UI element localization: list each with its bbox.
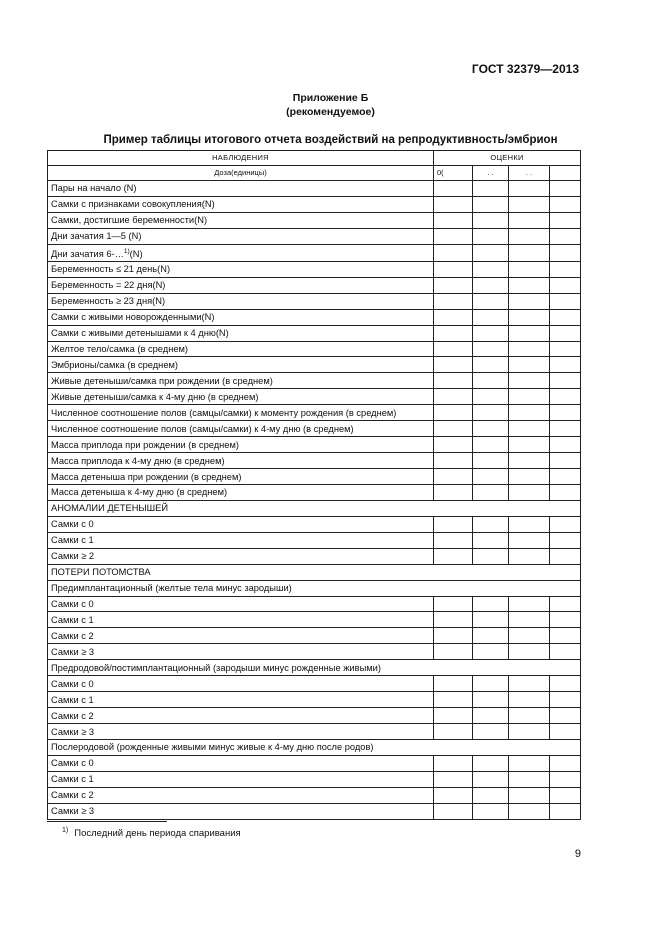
score-cell [509, 244, 550, 261]
score-cell [473, 771, 509, 787]
score-cell [550, 676, 581, 692]
row-label [48, 580, 581, 596]
row-label [48, 803, 434, 819]
row-label [48, 389, 434, 405]
score-cell [509, 516, 550, 532]
score-cell [550, 437, 581, 453]
dose-col-1: 0( [434, 166, 473, 181]
row-label [48, 660, 581, 676]
score-cell [550, 373, 581, 389]
row-label-text: Желтое тело/самка (в среднем) [51, 344, 188, 354]
score-cell [509, 277, 550, 293]
score-cell [434, 244, 473, 261]
score-cell [473, 261, 509, 277]
score-cell [434, 787, 473, 803]
score-cell [434, 405, 473, 421]
score-cell [473, 181, 509, 197]
score-cell [509, 437, 550, 453]
score-cell [473, 516, 509, 532]
row-label-text: Самки с 1 [51, 614, 94, 625]
row-label [48, 771, 434, 787]
score-cell [434, 261, 473, 277]
score-cell [473, 612, 509, 628]
score-cell [509, 181, 550, 197]
score-cell [473, 755, 509, 771]
score-cell [473, 484, 509, 500]
row-label [48, 212, 434, 228]
score-cell [509, 309, 550, 325]
score-cell [473, 548, 509, 564]
row-label [48, 405, 434, 421]
score-cell [434, 644, 473, 660]
score-cell [434, 181, 473, 197]
score-cell [509, 405, 550, 421]
score-cell [509, 692, 550, 708]
score-cell [473, 421, 509, 437]
score-cell [509, 357, 550, 373]
score-cell [550, 244, 581, 261]
table-row [48, 548, 581, 564]
row-label-text: Самки с 2 [51, 790, 94, 801]
score-cell [473, 309, 509, 325]
table-row [48, 357, 581, 373]
table-row [48, 612, 581, 628]
table-row [48, 469, 581, 485]
row-label-text: Предродовой/постимплантационный (зародыши минус рожденные живыми) [51, 662, 381, 673]
score-cell [473, 469, 509, 485]
section-row [48, 660, 581, 676]
score-cell [509, 596, 550, 612]
section-row [48, 500, 581, 516]
row-label-text: Самки, достигшие беременности(N) [51, 215, 208, 226]
score-cell [550, 196, 581, 212]
score-cell [509, 708, 550, 724]
score-cell [434, 389, 473, 405]
score-cell [509, 548, 550, 564]
score-cell [550, 612, 581, 628]
row-label-text: Самки ≥ 3 [51, 806, 95, 817]
row-label-text: Самки с 1 [51, 694, 94, 705]
score-cell [434, 373, 473, 389]
score-cell [434, 612, 473, 628]
section-row [48, 564, 581, 580]
score-cell [473, 708, 509, 724]
score-cell [509, 293, 550, 309]
row-label-text: Предимплантационный (желтые тела минус зародыши) [51, 583, 292, 594]
score-cell [509, 212, 550, 228]
score-cell [550, 755, 581, 771]
row-label-text: Самки с живыми новорожденными(N) [51, 312, 215, 323]
row-label-text: Дни зачатия 6-… [51, 248, 124, 259]
score-cell [473, 228, 509, 244]
section-row [48, 580, 581, 596]
table-row [48, 692, 581, 708]
score-cell [434, 341, 473, 357]
row-label [48, 453, 434, 469]
score-cell [550, 628, 581, 644]
dose-col-2: . . [473, 166, 509, 181]
table-row [48, 421, 581, 437]
table-row [48, 628, 581, 644]
row-label [48, 357, 434, 373]
score-cell [434, 484, 473, 500]
score-cell [509, 644, 550, 660]
score-cell [509, 325, 550, 341]
row-label [48, 708, 434, 724]
row-label [48, 293, 434, 309]
score-cell [434, 803, 473, 819]
row-label [48, 228, 434, 244]
table-row [48, 309, 581, 325]
score-cell [550, 325, 581, 341]
score-cell [473, 532, 509, 548]
score-cell [434, 676, 473, 692]
row-label-text: Самки с 0 [51, 678, 94, 689]
score-cell [509, 755, 550, 771]
score-cell [550, 724, 581, 740]
score-cell [509, 196, 550, 212]
row-label [48, 564, 581, 580]
table-row [48, 389, 581, 405]
table-row [48, 708, 581, 724]
row-label-text: Самки с 1 [51, 535, 94, 546]
row-label [48, 341, 434, 357]
table-row [48, 596, 581, 612]
row-label-text: Самки с 1 [51, 774, 94, 785]
row-label-text: Самки с 0 [51, 599, 94, 609]
score-cell [473, 373, 509, 389]
footnote [62, 827, 241, 839]
score-cell [509, 676, 550, 692]
table-row [48, 181, 581, 197]
table-row [48, 212, 581, 228]
row-label-text: Масса детеныша при рождении (в среднем) [51, 471, 242, 482]
score-cell [434, 325, 473, 341]
score-cell [434, 453, 473, 469]
score-cell [473, 212, 509, 228]
row-label-text: Масса детеныша к 4-му дню (в среднем) [51, 487, 228, 498]
score-cell [473, 644, 509, 660]
score-cell [473, 389, 509, 405]
score-cell [434, 421, 473, 437]
table-row [48, 405, 581, 421]
score-cell [550, 787, 581, 803]
row-label [48, 628, 434, 644]
score-cell [434, 708, 473, 724]
score-cell [509, 532, 550, 548]
score-cell [509, 484, 550, 500]
table-row [48, 261, 581, 277]
row-label [48, 196, 434, 212]
score-cell [509, 787, 550, 803]
table-row [48, 341, 581, 357]
score-cell [509, 724, 550, 740]
score-cell [473, 196, 509, 212]
row-label [48, 596, 434, 612]
appendix-heading [0, 91, 661, 119]
row-label-text: Эмбрионы/самка (в среднем) [51, 359, 178, 370]
row-label-text: Пары на начало (N) [51, 183, 137, 194]
section-row [48, 739, 581, 755]
row-label-text: Беременность ≤ 21 день(N) [51, 264, 171, 275]
row-label [48, 755, 434, 771]
row-label [48, 277, 434, 293]
score-cell [434, 628, 473, 644]
score-cell [550, 771, 581, 787]
row-label [48, 421, 434, 437]
row-label [48, 548, 434, 564]
score-cell [434, 309, 473, 325]
row-label-text: Живые детеныши/самка к 4-му дню (в среднем) [51, 391, 259, 402]
dose-col-4 [550, 166, 581, 181]
score-cell [434, 469, 473, 485]
score-cell [509, 771, 550, 787]
table-title: Пример таблицы итогового отчета воздействий на репродуктивность/эмбрион [103, 134, 558, 146]
score-cell [550, 548, 581, 564]
row-label-text: Самки с 2 [51, 710, 94, 721]
score-cell [473, 277, 509, 293]
report-table [47, 150, 581, 820]
score-cell [550, 644, 581, 660]
row-label-text: Самки с живыми детенышами к 4 дню(N) [51, 328, 229, 339]
row-label-text: Самки ≥ 2 [51, 551, 95, 562]
score-cell [509, 341, 550, 357]
row-label-text: Масса приплода к 4-му дню (в среднем) [51, 455, 225, 466]
score-cell [509, 228, 550, 244]
score-cell [550, 181, 581, 197]
score-cell [473, 357, 509, 373]
score-cell [550, 516, 581, 532]
score-cell [434, 277, 473, 293]
appendix-subtitle: (рекомендуемое) [286, 106, 375, 118]
score-cell [473, 692, 509, 708]
table-row [48, 676, 581, 692]
row-label [48, 261, 434, 277]
score-cell [509, 389, 550, 405]
score-cell [434, 293, 473, 309]
score-cell [434, 771, 473, 787]
table-row [48, 803, 581, 819]
table-header-row [48, 151, 581, 166]
score-cell [550, 596, 581, 612]
score-cell [550, 803, 581, 819]
dose-col-3: . . [509, 166, 550, 181]
score-cell [550, 708, 581, 724]
score-cell [550, 692, 581, 708]
row-label-text: Дни зачатия 1—5 (N) [51, 231, 142, 242]
score-cell [550, 277, 581, 293]
row-label-text: Самки с 2 [51, 630, 94, 641]
score-cell [509, 453, 550, 469]
table-row [48, 325, 581, 341]
row-label [48, 500, 581, 516]
table-row [48, 453, 581, 469]
score-cell [473, 803, 509, 819]
page-number: 9 [574, 848, 581, 860]
row-label [48, 644, 434, 660]
row-label [48, 532, 434, 548]
footnote-marker: 1) [62, 827, 69, 834]
score-cell [434, 724, 473, 740]
score-cell [434, 532, 473, 548]
score-cell [473, 596, 509, 612]
appendix-title: Приложение Б [292, 92, 369, 104]
table-row [48, 484, 581, 500]
row-label [48, 244, 434, 261]
table-row [48, 771, 581, 787]
score-cell [509, 261, 550, 277]
score-cell [473, 293, 509, 309]
row-label-text: Послеродовой (рожденные живыми минус живые к 4-му дню после родов) [51, 742, 374, 753]
table-row [48, 196, 581, 212]
score-cell [473, 676, 509, 692]
score-cell [509, 421, 550, 437]
score-cell [550, 357, 581, 373]
row-label-text: Численное соотношение полов (самцы/самки) к моменту рождения (в среднем) [51, 407, 397, 418]
row-label [48, 309, 434, 325]
row-label [48, 373, 434, 389]
score-cell [473, 453, 509, 469]
row-label-text: Масса приплода при рождении (в среднем) [51, 439, 239, 450]
score-cell [473, 341, 509, 357]
scores-header: ОЦЕНКИ [434, 151, 581, 166]
score-cell [473, 244, 509, 261]
score-cell [434, 357, 473, 373]
score-cell [550, 469, 581, 485]
row-label [48, 739, 581, 755]
score-cell [434, 755, 473, 771]
score-cell [550, 293, 581, 309]
standard-number: ГОСТ 32379—2013 [471, 62, 579, 76]
table-row [48, 437, 581, 453]
observations-header: НАБЛЮДЕНИЯ [48, 151, 434, 166]
row-label-text: АНОМАЛИИ ДЕТЕНЫШЕЙ [51, 503, 169, 514]
row-label-text: ПОТЕРИ ПОТОМСТВА [51, 567, 151, 578]
table-row [48, 787, 581, 803]
row-label [48, 676, 434, 692]
score-cell [434, 692, 473, 708]
table-row [48, 724, 581, 740]
score-cell [550, 212, 581, 228]
score-cell [473, 628, 509, 644]
table-row [48, 244, 581, 261]
score-cell [509, 469, 550, 485]
table-row [48, 644, 581, 660]
row-label [48, 437, 434, 453]
row-label [48, 469, 434, 485]
footnote-divider [47, 821, 167, 822]
score-cell [509, 803, 550, 819]
score-cell [550, 484, 581, 500]
row-label [48, 516, 434, 532]
row-label [48, 325, 434, 341]
row-label-text: Беременность ≥ 23 дня(N) [51, 296, 166, 307]
score-cell [473, 325, 509, 341]
row-footnote-ref: 1) [123, 247, 130, 255]
row-label-text: Самки с 0 [51, 519, 94, 530]
table-row [48, 293, 581, 309]
table-row [48, 373, 581, 389]
footnote-text: Последний день периода спаривания [74, 828, 241, 840]
row-label [48, 484, 434, 500]
score-cell [509, 628, 550, 644]
score-cell [434, 548, 473, 564]
row-label-text: Самки ≥ 3 [51, 726, 95, 737]
score-cell [550, 453, 581, 469]
row-label-tail: (N) [129, 248, 143, 259]
score-cell [434, 212, 473, 228]
score-cell [509, 373, 550, 389]
score-cell [434, 516, 473, 532]
score-cell [550, 389, 581, 405]
table-row [48, 228, 581, 244]
score-cell [473, 405, 509, 421]
score-cell [473, 437, 509, 453]
score-cell [550, 405, 581, 421]
score-cell [550, 228, 581, 244]
row-label-text: Живые детеныши/самка при рождении (в среднем) [51, 375, 273, 386]
score-cell [434, 596, 473, 612]
score-cell [550, 261, 581, 277]
score-cell [473, 724, 509, 740]
row-label [48, 787, 434, 803]
row-label-text: Самки ≥ 3 [51, 646, 95, 657]
table-row [48, 532, 581, 548]
table-row [48, 516, 581, 532]
row-label-text: Самки с 0 [51, 758, 94, 769]
dose-header: Доза(единицы) [48, 166, 434, 181]
score-cell [509, 612, 550, 628]
table-row [48, 755, 581, 771]
row-label-text: Численное соотношение полов (самцы/самки) к 4-му дню (в среднем) [51, 423, 354, 434]
row-label [48, 181, 434, 197]
score-cell [550, 532, 581, 548]
row-label-text: Беременность = 22 дня(N) [51, 280, 166, 291]
score-cell [550, 341, 581, 357]
score-cell [434, 228, 473, 244]
table-row [48, 277, 581, 293]
row-label-text: Самки с признаками совокупления(N) [51, 199, 215, 210]
row-label [48, 692, 434, 708]
row-label [48, 612, 434, 628]
score-cell [473, 787, 509, 803]
score-cell [434, 437, 473, 453]
score-cell [434, 196, 473, 212]
score-cell [550, 421, 581, 437]
score-cell [550, 309, 581, 325]
dose-header-row [48, 166, 581, 181]
row-label [48, 724, 434, 740]
